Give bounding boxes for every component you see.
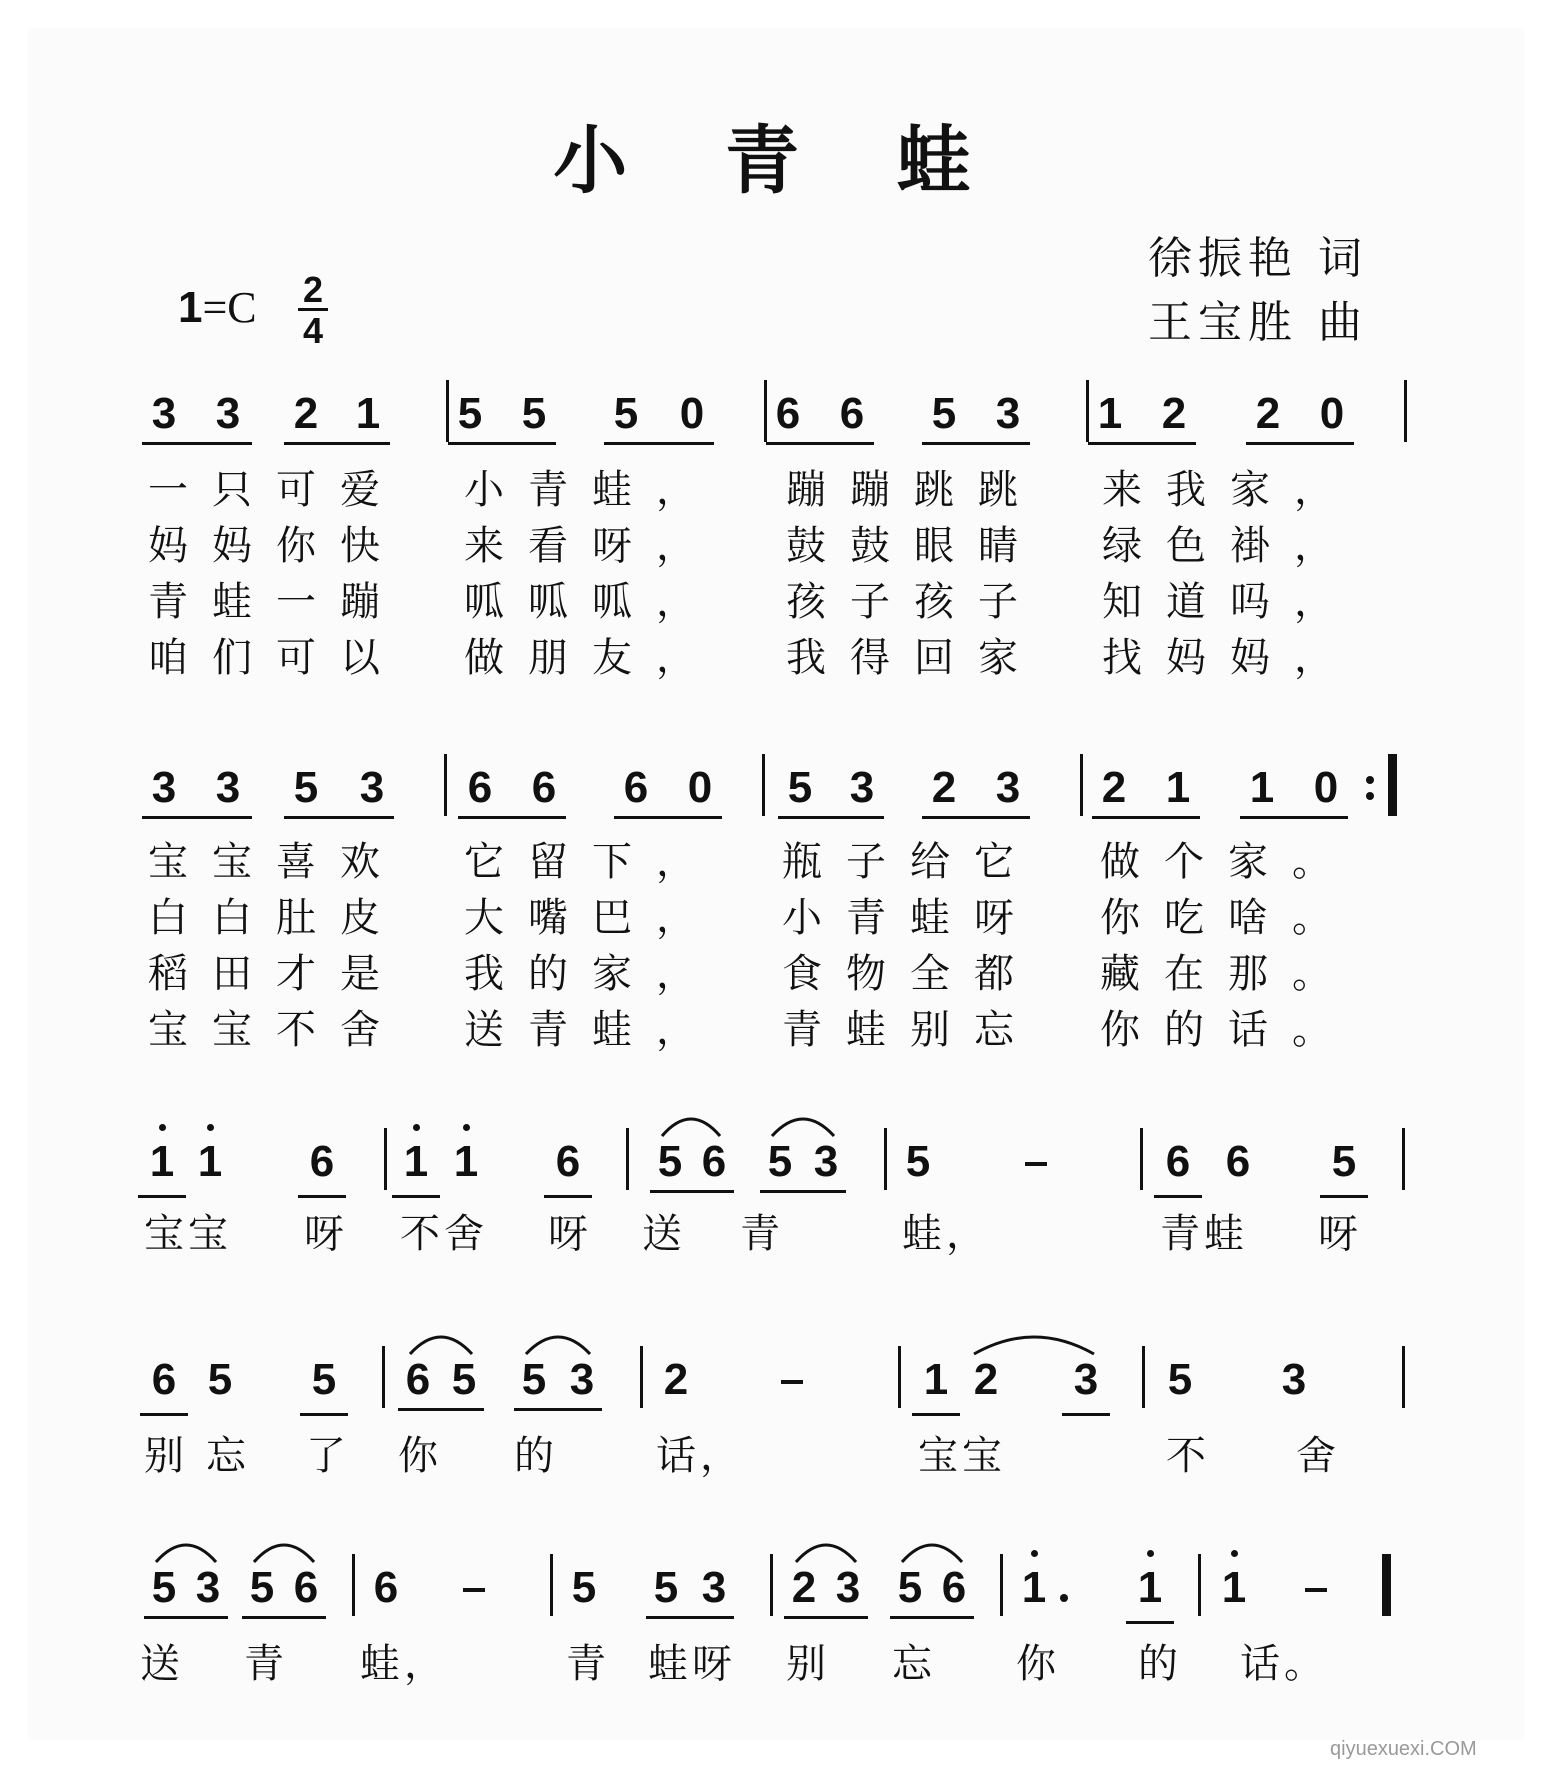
beam-underline (514, 1408, 602, 1411)
jianpu-note: 3 (151, 389, 177, 438)
jianpu-note: 5 (304, 1358, 344, 1402)
lyric-text: 呀 (548, 1211, 592, 1257)
barline (1142, 1346, 1145, 1408)
lyric-text: 别 (786, 1641, 830, 1687)
jianpu-note: 1 (1249, 763, 1275, 812)
jianpu-note: 1 (916, 1358, 956, 1402)
beam-underline (760, 1190, 846, 1193)
beam-underline (1246, 442, 1354, 445)
lyric-text: 青 (740, 1211, 784, 1257)
key-tonic: 1 (178, 283, 203, 332)
lyric-text: 一只可爱 (148, 467, 404, 513)
jianpu-note: 0 (1319, 389, 1345, 438)
lyric-text: 做朋友， (464, 635, 720, 681)
lyric-text: 来看呀， (464, 523, 720, 569)
lyric-text: 妈妈你快 (148, 523, 404, 569)
jianpu-note: 1 (1021, 1563, 1047, 1612)
jianpu-note: 5 (767, 1137, 793, 1186)
beam-underline (890, 1616, 974, 1619)
jianpu-note: 3 (835, 1563, 861, 1612)
lyric-text: 鼓鼓眼睛 (786, 523, 1042, 569)
jianpu-note: 6 (623, 763, 649, 812)
jianpu-note: 5 (207, 1355, 233, 1404)
barline (1404, 380, 1407, 442)
lyric-text: 了 (306, 1433, 350, 1479)
barline (1402, 1346, 1405, 1408)
jianpu-note: 6 (839, 389, 865, 438)
lyric-text: 话， (656, 1433, 744, 1479)
jianpu-note: 6 (144, 1358, 184, 1402)
lyric-text: 大嘴巴， (464, 895, 720, 941)
beam-underline (766, 442, 874, 445)
lyric-text: 忘 (206, 1433, 250, 1479)
jianpu-note: 5 (905, 1137, 931, 1186)
barline (352, 1554, 355, 1616)
lyric-text: 孩子孩子 (786, 579, 1042, 625)
slur-arc (660, 1108, 722, 1138)
lyric-text: 小青蛙呀 (782, 895, 1038, 941)
beam-underline (646, 1616, 734, 1619)
slur-arc (154, 1534, 218, 1564)
jianpu-note: 6 (467, 763, 493, 812)
jianpu-note: 3 (195, 1563, 221, 1612)
jianpu-note: 2 (1101, 763, 1127, 812)
lyric-text: 小青蛙， (464, 467, 720, 513)
slur-arc (900, 1534, 964, 1564)
lyric-text: 它留下， (464, 839, 720, 885)
lyric-text: 瓶子给它 (782, 839, 1038, 885)
barline (898, 1346, 901, 1408)
jianpu-note: 1 (396, 1140, 436, 1184)
jianpu-note: 5 (897, 1563, 923, 1612)
beam-underline (448, 442, 556, 445)
lyric-text: 宝宝 (918, 1433, 1006, 1479)
jianpu-note: 3 (1281, 1355, 1307, 1404)
lyric-text: 送 (140, 1641, 184, 1687)
jianpu-note: 2 (663, 1355, 689, 1404)
beam-underline (922, 442, 1030, 445)
beam-underline (142, 442, 252, 445)
jianpu-note: 1 (355, 389, 381, 438)
barline (1000, 1554, 1003, 1616)
dotted-note-dot (1060, 1594, 1068, 1602)
jianpu-note: 1 (142, 1140, 182, 1184)
lyric-text: 绿色褂， (1102, 523, 1358, 569)
high-octave-dot (1231, 1550, 1238, 1557)
jianpu-note: 5 (457, 389, 483, 438)
beam-underline (284, 816, 394, 819)
lyric-text: 话。 (1240, 1641, 1328, 1687)
lyric-text: 你 (1016, 1641, 1060, 1687)
beam-underline (242, 1616, 326, 1619)
time-signature (298, 269, 328, 351)
extension-dash (781, 1380, 803, 1384)
lyric-text: 不 (1166, 1433, 1210, 1479)
high-octave-dot (1147, 1550, 1154, 1557)
beam-underline (922, 816, 1030, 819)
jianpu-note: 6 (405, 1355, 431, 1404)
lyric-text: 呱呱呱， (464, 579, 720, 625)
key-signature (178, 282, 257, 333)
lyric-text: 宝宝 (144, 1211, 232, 1257)
extension-dash (1025, 1162, 1047, 1166)
jianpu-note: 6 (302, 1140, 342, 1184)
slur-arc (972, 1326, 1096, 1356)
extension-dash (1305, 1588, 1327, 1592)
jianpu-note: 2 (1255, 389, 1281, 438)
lyric-text: 你的话。 (1100, 1007, 1356, 1053)
jianpu-note: 6 (373, 1563, 399, 1612)
barline (1080, 754, 1083, 816)
jianpu-note: 5 (151, 1563, 177, 1612)
lyric-text: 藏在那。 (1100, 951, 1356, 997)
lyric-text: 别 (144, 1433, 188, 1479)
beam-underline (778, 816, 884, 819)
jianpu-note: 3 (569, 1355, 595, 1404)
jianpu-note: 3 (215, 389, 241, 438)
lyric-text: 食物全都 (782, 951, 1038, 997)
jianpu-note: 2 (791, 1563, 817, 1612)
jianpu-note: 5 (249, 1563, 275, 1612)
jianpu-note: 5 (613, 389, 639, 438)
lyric-text: 找妈妈， (1102, 635, 1358, 681)
lyric-text: 舍 (1296, 1433, 1340, 1479)
final-barline (1382, 1554, 1391, 1616)
jianpu-note: 6 (1225, 1137, 1251, 1186)
jianpu-note: 0 (1313, 763, 1339, 812)
beam-underline (144, 1616, 228, 1619)
slur-arc (524, 1326, 592, 1356)
extension-dash (463, 1588, 485, 1592)
barline (444, 754, 447, 816)
barline (550, 1554, 553, 1616)
jianpu-note: 5 (653, 1563, 679, 1612)
jianpu-note: 5 (521, 1355, 547, 1404)
composer-credit: 王宝胜 曲 (1148, 297, 1368, 348)
beam-underline (1240, 816, 1348, 819)
lyric-text: 白白肚皮 (148, 895, 404, 941)
beam-underline (458, 816, 566, 819)
lyric-text: 知道吗， (1102, 579, 1358, 625)
lyric-text: 送青蛙， (464, 1007, 720, 1053)
jianpu-note: 2 (293, 389, 319, 438)
jianpu-note: 2 (1161, 389, 1187, 438)
barline (1140, 1128, 1143, 1190)
slur-arc (794, 1534, 858, 1564)
lyric-text: 我得回家 (786, 635, 1042, 681)
lyric-text: 呀 (1318, 1211, 1362, 1257)
lyric-text: 你吃啥。 (1100, 895, 1356, 941)
jianpu-note: 3 (1066, 1358, 1106, 1402)
lyric-text: 蛙呀 (648, 1641, 736, 1687)
song-title: 小 青 蛙 (553, 118, 1007, 204)
lyric-text: 做个家。 (1100, 839, 1356, 885)
time-signature-top: 2 (298, 272, 328, 311)
high-octave-dot (159, 1124, 166, 1131)
barline (384, 1128, 387, 1190)
beam-underline (1088, 442, 1196, 445)
barline (884, 1128, 887, 1190)
lyric-text: 忘 (892, 1641, 936, 1687)
jianpu-note: 5 (571, 1563, 597, 1612)
key-name: =C (202, 283, 257, 332)
barline (1086, 380, 1089, 442)
lyric-text: 稻田才是 (148, 951, 404, 997)
beam-underline (614, 816, 722, 819)
jianpu-note: 5 (1324, 1140, 1364, 1184)
lyric-text: 青蛙 (1160, 1211, 1248, 1257)
slur-arc (408, 1326, 474, 1356)
jianpu-note: 5 (521, 389, 547, 438)
lyric-text: 的 (514, 1433, 558, 1479)
lyric-text: 我的家， (464, 951, 720, 997)
jianpu-note: 6 (293, 1563, 319, 1612)
barline (626, 1128, 629, 1190)
barline (770, 1554, 773, 1616)
lyricist-credit: 徐振艳 词 (1148, 233, 1368, 284)
jianpu-note: 6 (701, 1137, 727, 1186)
lyric-text: 你 (398, 1433, 442, 1479)
lyric-text: 呀 (304, 1211, 348, 1257)
repeat-sign-dots (1366, 770, 1376, 806)
jianpu-note: 2 (973, 1355, 999, 1404)
jianpu-note: 2 (931, 763, 957, 812)
jianpu-note: 0 (687, 763, 713, 812)
jianpu-note: 5 (1167, 1355, 1193, 1404)
beam-underline (398, 1408, 484, 1411)
slur-arc (770, 1108, 836, 1138)
jianpu-note: 1 (1221, 1563, 1247, 1612)
lyric-text: 送 (642, 1211, 686, 1257)
jianpu-note: 3 (359, 763, 385, 812)
jianpu-note: 5 (451, 1355, 477, 1404)
jianpu-note: 6 (775, 389, 801, 438)
high-octave-dot (207, 1124, 214, 1131)
lyric-text: 青 (566, 1641, 610, 1687)
lyric-text: 青蛙一蹦 (148, 579, 404, 625)
jianpu-note: 3 (813, 1137, 839, 1186)
lyric-text: 蹦蹦跳跳 (786, 467, 1042, 513)
lyric-text: 青蛙别忘 (782, 1007, 1038, 1053)
jianpu-note: 6 (548, 1140, 588, 1184)
lyric-text: 不舍 (400, 1211, 488, 1257)
barline (640, 1346, 643, 1408)
beam-underline (604, 442, 714, 445)
barline (446, 380, 449, 442)
slur-arc (252, 1534, 316, 1564)
high-octave-dot (463, 1124, 470, 1131)
beam-underline (1092, 816, 1200, 819)
time-signature-bottom: 4 (302, 310, 324, 351)
jianpu-note: 5 (657, 1137, 683, 1186)
jianpu-note: 6 (531, 763, 557, 812)
jianpu-note: 5 (787, 763, 813, 812)
jianpu-note: 3 (151, 763, 177, 812)
jianpu-note: 3 (995, 389, 1021, 438)
lyric-text: 蛙， (902, 1211, 990, 1257)
beam-underline (284, 442, 390, 445)
jianpu-note: 1 (1097, 389, 1123, 438)
barline (382, 1346, 385, 1408)
lyric-text: 的 (1138, 1641, 1182, 1687)
final-barline (1388, 754, 1397, 816)
jianpu-note: 1 (1130, 1566, 1170, 1610)
barline (1402, 1128, 1405, 1190)
jianpu-note: 0 (679, 389, 705, 438)
high-octave-dot (1031, 1550, 1038, 1557)
high-octave-dot (413, 1124, 420, 1131)
lyric-text: 咱们可以 (148, 635, 404, 681)
lyric-text: 青 (244, 1641, 288, 1687)
beam-underline (142, 816, 252, 819)
jianpu-note: 6 (941, 1563, 967, 1612)
barline (764, 380, 767, 442)
beam-underline (650, 1190, 734, 1193)
jianpu-note: 1 (197, 1137, 223, 1186)
jianpu-note: 1 (1165, 763, 1191, 812)
lyric-text: 来我家， (1102, 467, 1358, 513)
barline (762, 754, 765, 816)
jianpu-note: 3 (849, 763, 875, 812)
jianpu-note: 3 (995, 763, 1021, 812)
jianpu-note: 3 (701, 1563, 727, 1612)
jianpu-note: 1 (453, 1137, 479, 1186)
watermark: qiyuexuexi.COM (1330, 1738, 1477, 1760)
barline (1198, 1554, 1201, 1616)
jianpu-note: 5 (931, 389, 957, 438)
lyric-text: 宝宝不舍 (148, 1007, 404, 1053)
jianpu-note: 3 (215, 763, 241, 812)
beam-underline (784, 1616, 868, 1619)
jianpu-note: 5 (293, 763, 319, 812)
jianpu-note: 6 (1158, 1140, 1198, 1184)
lyric-text: 宝宝喜欢 (148, 839, 404, 885)
lyric-text: 蛙， (360, 1641, 448, 1687)
